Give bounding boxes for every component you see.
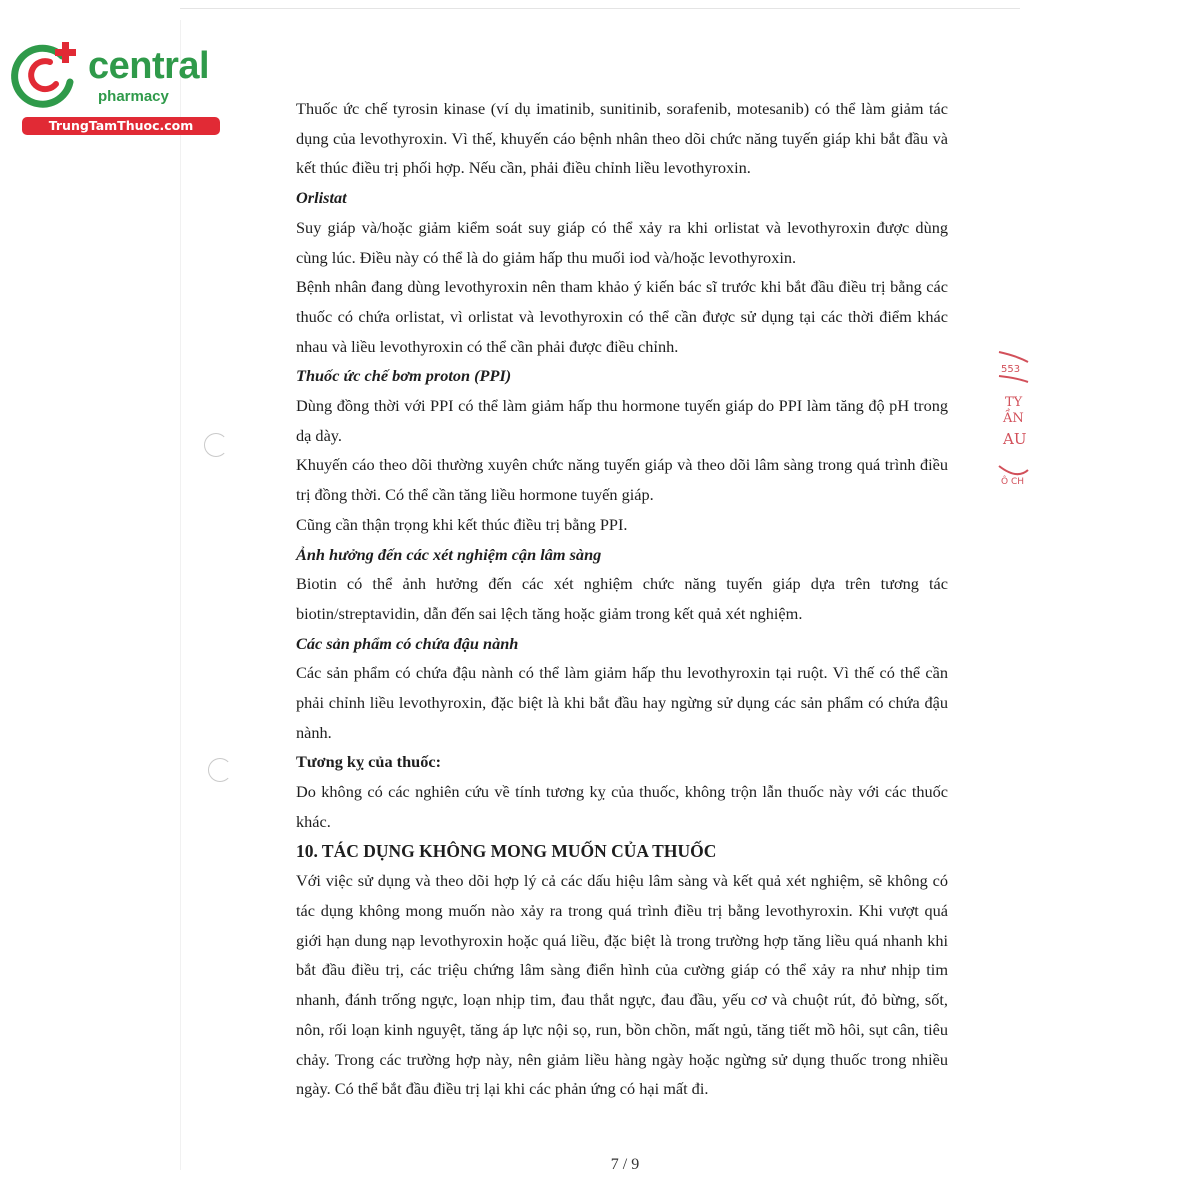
paragraph: Dùng đồng thời với PPI có thể làm giảm hấp thu hormone tuyến giáp do PPI làm tăng độ pH trong dạ dày. — [296, 396, 948, 445]
document-body — [296, 94, 948, 1104]
subheading-ppi: Thuốc ức chế bơm proton (PPI) — [296, 366, 512, 386]
paragraph: Bệnh nhân đang dùng levothyroxin nên tham khảo ý kiến bác sĩ trước khi bắt đầu điều trị bằng các thuốc có chứa orlistat, vì orlistat và levothyroxin có thể cần được sử dụng tại các thời điểm khác nhau và liều levothyroxin có thể cần phải được điều chỉnh. — [296, 277, 948, 356]
stamp-text-3: ẦN — [1003, 411, 1024, 426]
paragraph: Thuốc ức chế tyrosin kinase (ví dụ imatinib, sunitinib, sorafenib, motesanib) có thể làm giảm tác dụng của levothyroxin. Vì thế, khuyến cáo bệnh nhân theo dõi chức năng tuyến giáp khi bắt đầu và kết thúc điều trị phối hợp. Nếu cần, phải điều chỉnh liều levothyroxin. — [296, 99, 948, 178]
stamp-text-5: Ô CH — [1001, 477, 1024, 487]
top-scan-line — [180, 8, 1020, 9]
central-pharmacy-logo — [10, 38, 215, 138]
paragraph: Các sản phẩm có chứa đậu nành có thể làm giảm hấp thu levothyroxin tại ruột. Vì thế có thể cần phải chỉnh liều levothyroxin, đặc biệt là khi bắt đầu hay ngừng sử dụng các sản phẩm có chứa đậu nành. — [296, 663, 948, 742]
page-number: 7 / 9 — [610, 1156, 640, 1173]
paragraph: Khuyến cáo theo dõi thường xuyên chức năng tuyến giáp và theo dõi lâm sàng trong quá trình điều trị đồng thời. Có thể cần tăng liều hormone tuyến giáp. — [296, 455, 948, 505]
company-stamp-fragment — [995, 348, 1030, 498]
pharmacy-logo-icon — [10, 38, 82, 110]
paragraph: Với việc sử dụng và theo dõi hợp lý cả các dấu hiệu lâm sàng và kết quả xét nghiệm, sẽ không có tác dụng không mong muốn nào xảy ra trong quá trình điều trị bằng levothyroxin. Khi vượt quá giới hạn dung nạp levothyroxin hoặc quá liều, đặc biệt là trong trường hợp tăng liều quá nhanh khi bắt đầu điều trị, các triệu chứng lâm sàng điển hình của cường giáp có thể xảy ra như nhịp tim nhanh, đánh trống ngực, loạn nhịp tim, đau thắt ngực, đau đầu, yếu cơ và chuột rút, đỏ bừng, sốt, nôn, rối loạn kinh nguyệt, tăng áp lực nội sọ, run, bồn chồn, mất ngủ, tăng tiết mồ hôi, sụt cân, tiêu chảy. Trong các trường hợp này, nên giảm liều hàng ngày hoặc ngừng sử dụng thuốc trong nhiều ngày. Có thể bắt đầu điều trị lại khi các phản ứng có hại mất đi. — [296, 871, 948, 1099]
stamp-text-2: TY — [1005, 395, 1023, 410]
subheading-incompatibility: Tương kỵ của thuốc: — [296, 752, 441, 772]
section-heading-10: 10. TÁC DỤNG KHÔNG MONG MUỐN CỦA THUỐC — [296, 840, 717, 861]
subheading-lab-tests: Ảnh hưởng đến các xét nghiệm cận lâm sàng — [296, 544, 602, 564]
subheading-orlistat: Orlistat — [296, 188, 347, 208]
brand-name: central — [88, 45, 210, 87]
paragraph: Suy giáp và/hoặc giảm kiểm soát suy giáp có thể xảy ra khi orlistat và levothyroxin được dùng cùng lúc. Điều này có thể là do giảm hấp thu muối iod và/hoặc levothyroxin. — [296, 217, 948, 267]
brand-tagline: pharmacy — [98, 88, 169, 105]
left-scan-line — [180, 20, 181, 1170]
paragraph: Cũng cần thận trọng khi kết thúc điều trị bằng PPI. — [296, 514, 628, 534]
paragraph: Biotin có thể ảnh hưởng đến các xét nghiệm chức năng tuyến giáp dựa trên tương tác biotin/streptavidin, dẫn đến sai lệch tăng hoặc giảm trong kết quả xét nghiệm. — [296, 574, 948, 623]
paragraph: Do không có các nghiên cứu về tính tương kỵ của thuốc, không trộn lẫn thuốc này với các thuốc khác. — [296, 782, 948, 831]
punch-hole-icon — [204, 433, 228, 457]
subheading-soy-products: Các sản phẩm có chứa đậu nành — [296, 633, 519, 653]
website-banner: TrungTamThuoc.com — [22, 117, 220, 135]
stamp-text-4: AU — [1003, 430, 1027, 448]
stamp-text-1: 553 — [1001, 364, 1021, 375]
punch-hole-icon — [208, 758, 232, 782]
